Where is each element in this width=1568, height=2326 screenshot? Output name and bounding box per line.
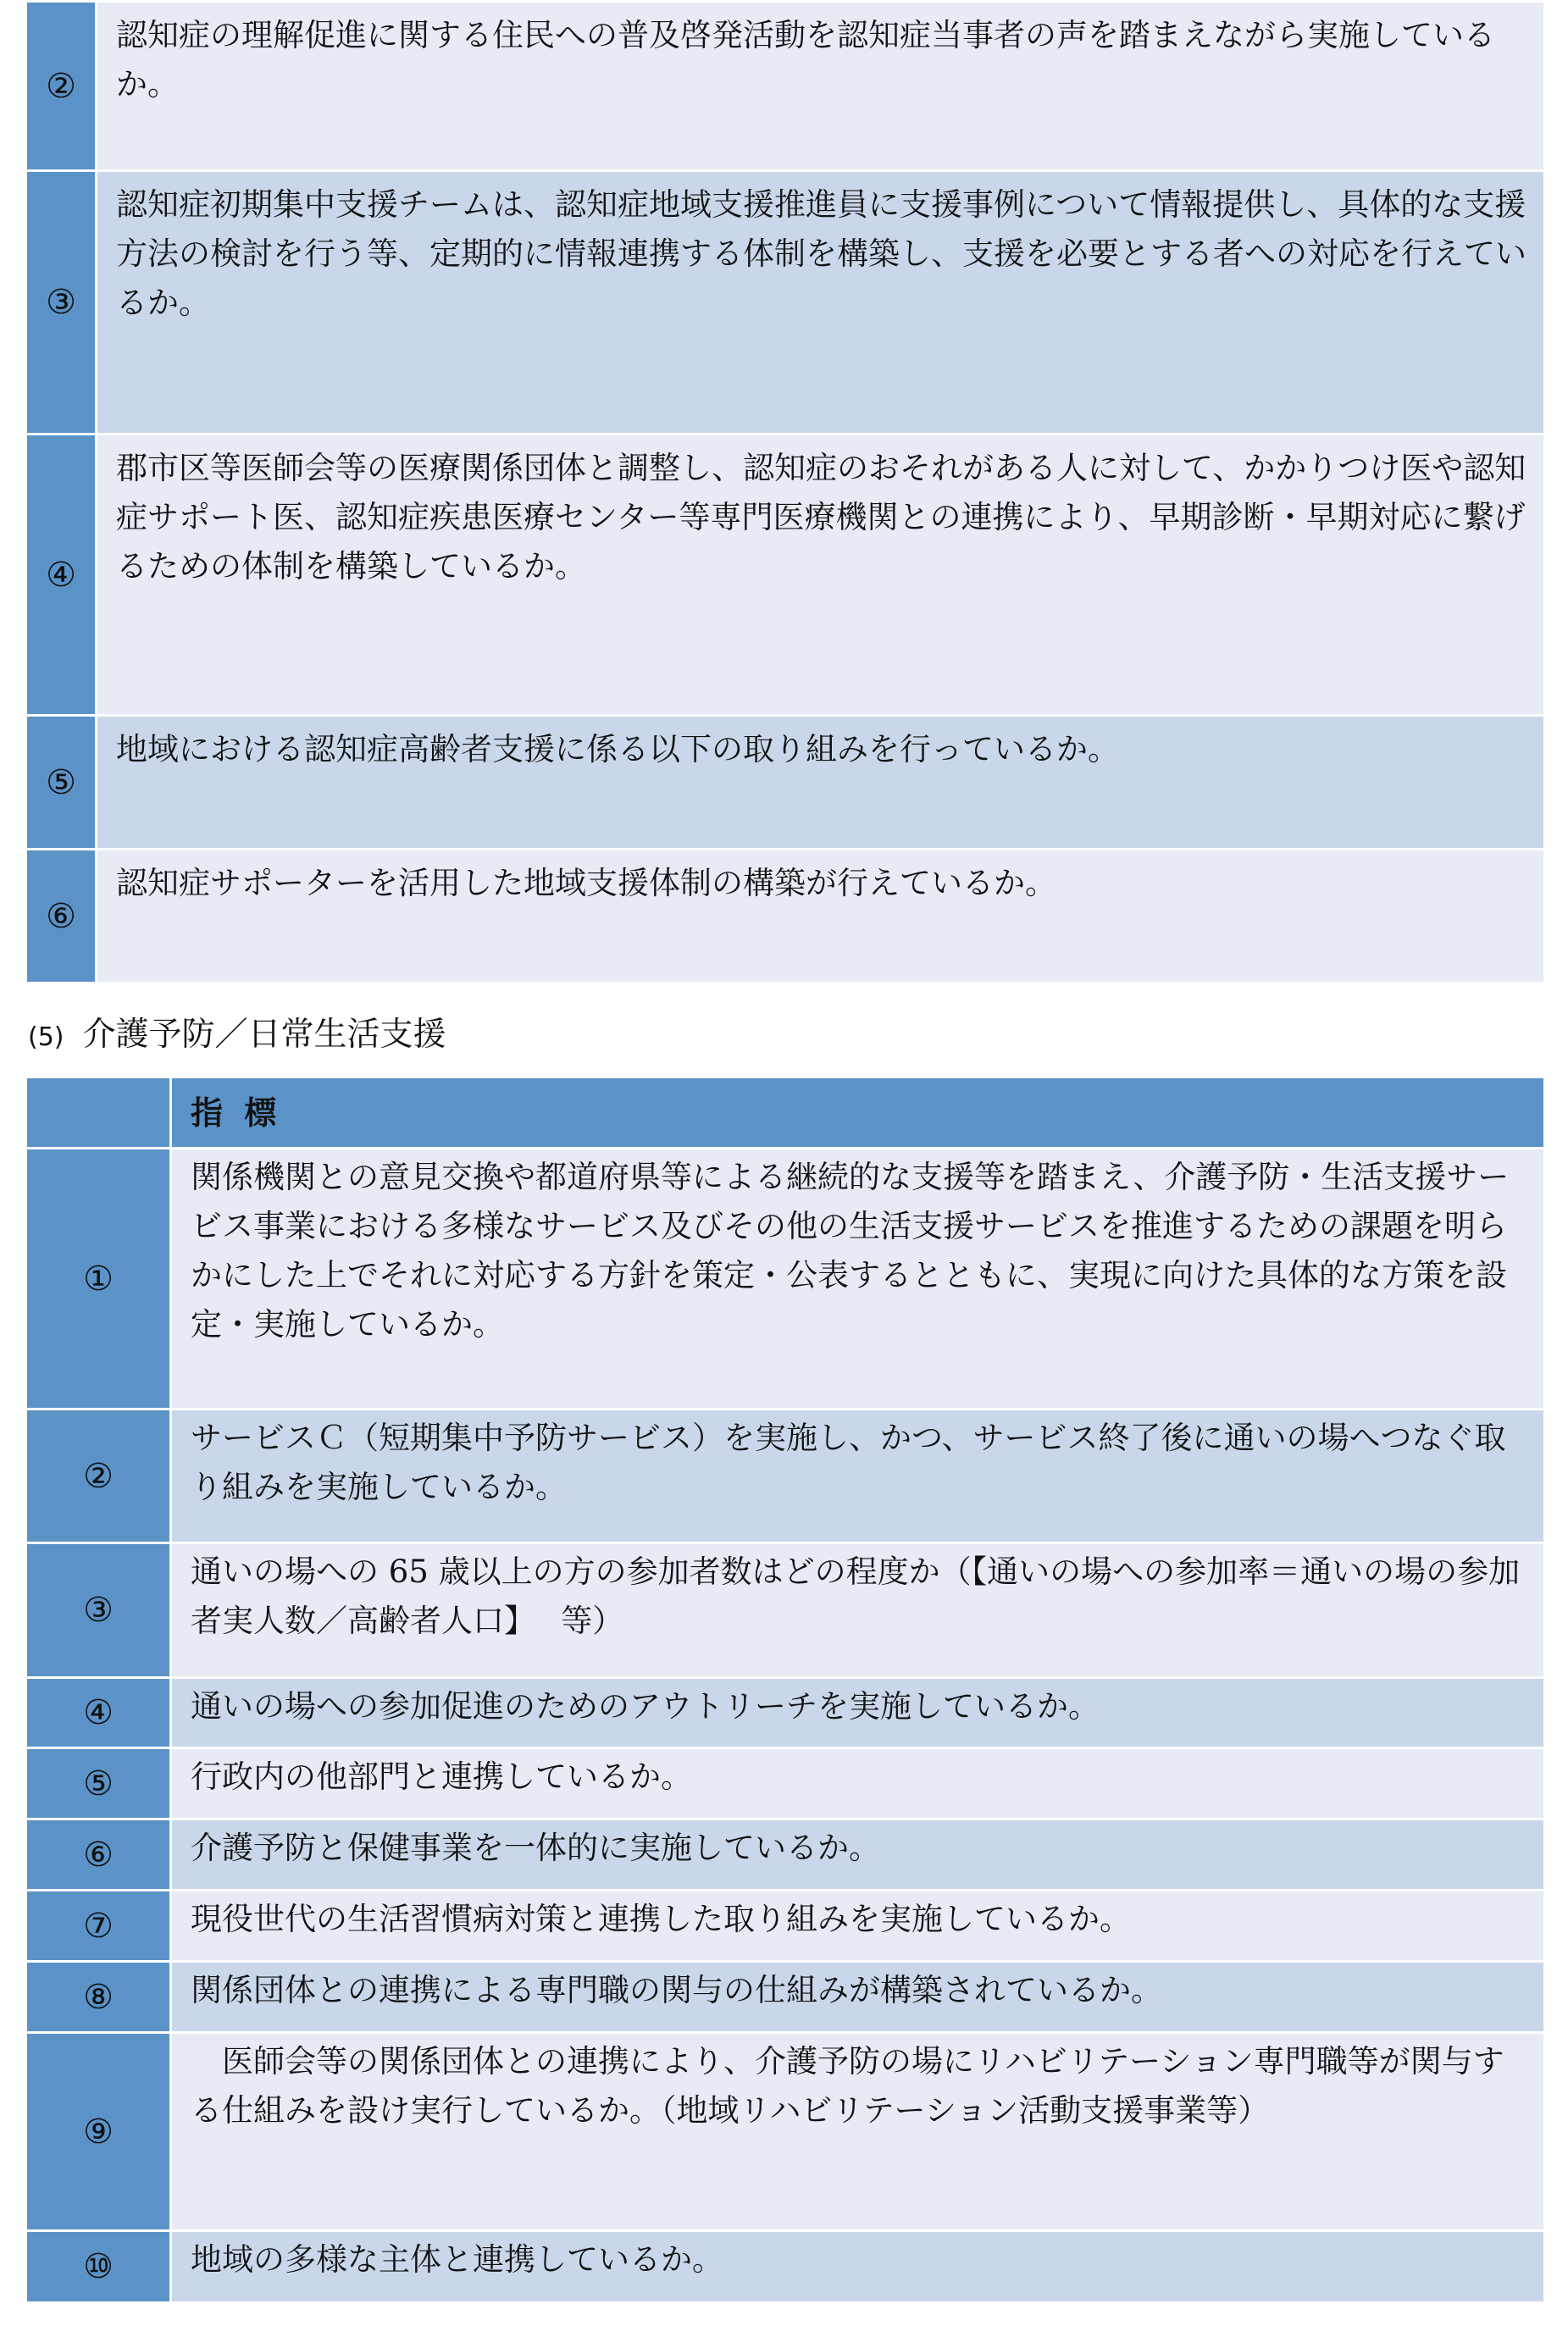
indicator-text: 関係機関との意見交換や都道府県等による継続的な支援等を踏まえ、介護予防・生活支援サービス事業における多様なサービス及びその他の生活支援サービスを推進するための課題を明らかにした上でそれに対応する方針を策定・公表するとともに、実現に向けた具体的な方策を設定・実施しているか。 <box>171 1149 1545 1409</box>
table-row <box>26 716 1545 850</box>
indicator-text: 関係団体との連携による専門職の関与の仕組みが構築されているか。 <box>171 1962 1545 2033</box>
row-number: ⑩ <box>26 2231 171 2303</box>
row-number: ⑤ <box>26 716 97 850</box>
indicator-text: 郡市区等医師会等の医療関係団体と調整し、認知症のおそれがある人に対して、かかりつけ医や認知症サポート医、認知症疾患医療センター等専門医療機関との連携により、早期診断・早期対応に繋げるための体制を構築しているか。 <box>97 435 1545 716</box>
table-row <box>26 171 1545 435</box>
table-row <box>26 2 1545 171</box>
table-row <box>26 1962 1545 2033</box>
section-number: (5) <box>28 1022 64 1052</box>
indicator-text: 認知症サポーターを活用した地域支援体制の構築が行えているか。 <box>97 850 1545 983</box>
row-number: ⑧ <box>26 1962 171 2033</box>
table-row <box>26 1819 1545 1891</box>
row-number: ④ <box>26 435 97 716</box>
indicator-text: 地域の多様な主体と連携しているか。 <box>171 2231 1545 2303</box>
table-row <box>26 435 1545 716</box>
header-number-cell <box>26 1077 171 1149</box>
table-row <box>26 1409 1545 1543</box>
table-row <box>26 1748 1545 1819</box>
row-number: ⑦ <box>26 1891 171 1962</box>
row-number: ③ <box>26 1543 171 1678</box>
section-heading <box>28 1010 446 1063</box>
row-number: ② <box>26 1409 171 1543</box>
indicator-text: 認知症初期集中支援チームは、認知症地域支援推進員に支援事例について情報提供し、具体的な支援方法の検討を行う等、定期的に情報連携する体制を構築し、支援を必要とする者への対応を行えているか。 <box>97 171 1545 435</box>
table-row <box>26 2231 1545 2303</box>
row-number: ③ <box>26 171 97 435</box>
section-title: 介護予防／日常生活支援 <box>82 1016 446 1054</box>
indicator-text: 通いの場への参加促進のためのアウトリーチを実施しているか。 <box>171 1678 1545 1748</box>
table-row <box>26 1149 1545 1409</box>
header-indicator-label: 指 標 <box>171 1077 1545 1149</box>
indicator-text: サービスＣ（短期集中予防サービス）を実施し、かつ、サービス終了後に通いの場へつなぐ取り組みを実施しているか。 <box>171 1409 1545 1543</box>
dementia-indicator-table <box>25 0 1546 984</box>
row-number: ⑥ <box>26 850 97 983</box>
care-prevention-indicator-table <box>25 1076 1546 2304</box>
indicator-text: 現役世代の生活習慣病対策と連携した取り組みを実施しているか。 <box>171 1891 1545 1962</box>
row-number: ⑨ <box>26 2033 171 2231</box>
table-row <box>26 1891 1545 1962</box>
table-row <box>26 850 1545 983</box>
indicator-text: 医師会等の関係団体との連携により、介護予防の場にリハビリテーション専門職等が関与する仕組みを設け実行しているか。（地域リハビリテーション活動支援事業等） <box>171 2033 1545 2231</box>
indicator-text: 認知症の理解促進に関する住民への普及啓発活動を認知症当事者の声を踏まえながら実施しているか。 <box>97 2 1545 171</box>
indicator-text: 介護予防と保健事業を一体的に実施しているか。 <box>171 1819 1545 1891</box>
table-header-row <box>26 1077 1545 1149</box>
indicator-text: 通いの場への 65 歳以上の方の参加者数はどの程度か（【通いの場への参加率＝通いの場の参加者実人数／高齢者人口】 等） <box>171 1543 1545 1678</box>
indicator-text: 行政内の他部門と連携しているか。 <box>171 1748 1545 1819</box>
row-number: ④ <box>26 1678 171 1748</box>
table-row <box>26 1678 1545 1748</box>
row-number: ① <box>26 1149 171 1409</box>
indicator-text: 地域における認知症高齢者支援に係る以下の取り組みを行っているか。 <box>97 716 1545 850</box>
row-number: ⑤ <box>26 1748 171 1819</box>
row-number: ⑥ <box>26 1819 171 1891</box>
table-row <box>26 2033 1545 2231</box>
table-row <box>26 1543 1545 1678</box>
row-number: ② <box>26 2 97 171</box>
